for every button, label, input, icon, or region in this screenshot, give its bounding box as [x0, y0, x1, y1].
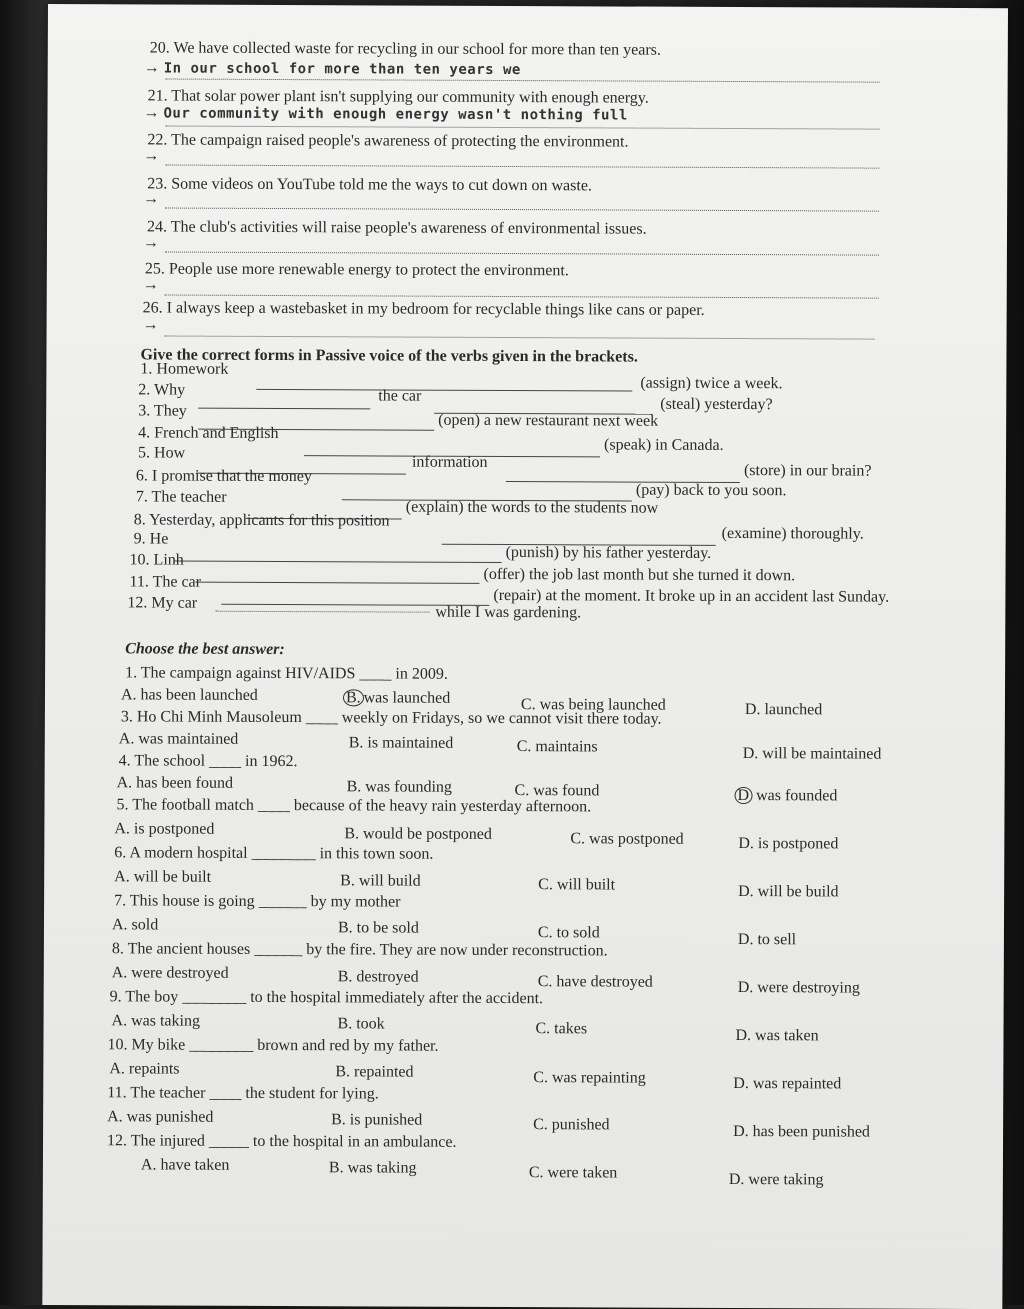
passive-heading: Give the correct forms in Passive voice of the verbs given in the brackets. — [140, 346, 638, 366]
passive-item-5-verb: (store) in our brain? — [743, 462, 872, 480]
mc-option[interactable]: C. have destroyed — [537, 973, 653, 991]
answer-line — [165, 295, 879, 299]
mc-question-7: 7. This house is going ______ by my mother — [114, 892, 401, 911]
mc-option[interactable]: B. to be sold — [337, 919, 419, 937]
passive-item-3: 3. They — [138, 402, 187, 420]
mc-option[interactable]: A. was taking — [111, 1012, 201, 1030]
mc-question-10: 10. My bike ________ brown and red by my father. — [107, 1036, 439, 1055]
mc-option[interactable]: A. has been found — [116, 774, 234, 792]
passive-item-10: 10. Linh — [129, 551, 184, 569]
answer-line — [165, 336, 875, 340]
mc-option[interactable]: C. maintains — [516, 738, 598, 756]
answer-blank[interactable] — [198, 394, 370, 410]
mc-question-1: 1. The campaign against HIV/AIDS ____ in 2009. — [125, 664, 448, 683]
mc-option[interactable]: D. will be build — [738, 883, 839, 901]
mc-option[interactable]: C. will built — [538, 876, 616, 894]
mc-question-6: 6. A modern hospital ________ in this town soon. — [114, 844, 434, 863]
passive-item-9: 9. He — [133, 530, 169, 548]
rewrite-item-23: 23. Some videos on YouTube told me the ways to cut down on waste. — [147, 175, 592, 195]
answer-line — [166, 79, 880, 83]
passive-item-8-verb: (examine) thoroughly. — [721, 524, 864, 543]
mc-option[interactable]: D. was taken — [735, 1027, 819, 1045]
rewrite-answer-24 — [143, 234, 159, 252]
passive-item-12-verb: while I was gardening. — [435, 603, 582, 622]
mc-option[interactable]: D. launched — [744, 701, 823, 719]
mc-option[interactable]: A. has been launched — [120, 686, 258, 704]
mc-option[interactable]: D. will be maintained — [742, 745, 882, 763]
mc-option[interactable]: B. was taking — [328, 1159, 417, 1177]
passive-item-10-verb: (offer) the job last month but she turned it down. — [483, 565, 796, 585]
mc-option[interactable]: B. destroyed — [337, 968, 419, 986]
arrow-icon: → — [143, 59, 160, 77]
passive-item-8: 8. Yesterday, applicants for this position — [133, 511, 390, 530]
answer-blank[interactable] — [215, 611, 429, 613]
mc-option-selected[interactable] — [343, 689, 450, 707]
passive-item-7-verb: (explain) the words to the students now — [405, 498, 659, 517]
rewrite-answer-20: → In our school for more than ten years we — [143, 59, 521, 79]
passive-item-11: 11. The car — [129, 573, 202, 591]
passive-item-11-verb: (repair) at the moment. It broke up in an accident last Sunday. — [493, 586, 890, 606]
rewrite-item-24: 24. The club's activities will raise people's awareness of environmental issues. — [146, 218, 647, 238]
mc-option[interactable]: B. is punished — [331, 1111, 423, 1129]
passive-item-2: 2. Why — [138, 381, 186, 399]
mc-option[interactable]: C. was postponed — [570, 830, 684, 848]
mc-option[interactable]: A. is postponed — [114, 820, 215, 838]
passive-item-5-mid: information — [411, 453, 488, 471]
rewrite-answer-23 — [143, 190, 159, 208]
arrow-icon: → — [143, 147, 160, 165]
answer-blank[interactable] — [256, 375, 632, 392]
mc-option[interactable]: A. was punished — [107, 1108, 214, 1126]
passive-item-1-verb: (assign) twice a week. — [640, 374, 783, 393]
mc-option[interactable]: D. has been punished — [733, 1123, 870, 1141]
answer-circle: D — [735, 787, 753, 804]
mc-option[interactable]: A. was maintained — [118, 730, 239, 748]
answer-blank[interactable] — [506, 467, 740, 483]
passive-item-5: 5. How — [138, 444, 186, 462]
mc-option[interactable]: B. was founding — [346, 778, 452, 796]
rewrite-answer-22 — [143, 147, 159, 165]
rewrite-answer-25 — [143, 276, 159, 294]
rewrite-item-25: 25. People use more renewable energy to protect the environment. — [144, 260, 569, 280]
option-text: was launched — [363, 689, 451, 707]
mc-option[interactable]: B. repainted — [335, 1063, 414, 1081]
passive-item-1: 1. Homework — [140, 360, 229, 378]
mc-question-5: 5. The football match ____ because of the heavy rain yesterday afternoon. — [116, 796, 592, 816]
mc-option-selected[interactable] — [735, 787, 838, 805]
rewrite-item-20: 20. We have collected waste for recycling in our school for more than ten years. — [149, 39, 661, 59]
mc-question-8: 8. The ancient houses ______ by the fire. They are now under reconstruction. — [111, 940, 608, 960]
rewrite-answer-26 — [143, 316, 159, 334]
arrow-icon: → — [143, 190, 160, 208]
passive-item-6: 6. I promise that the money — [135, 467, 312, 486]
answer-blank[interactable] — [174, 547, 502, 563]
mc-option[interactable]: A. will be built — [114, 868, 212, 886]
mc-question-4: 4. The school ____ in 1962. — [118, 752, 298, 771]
answer-line — [165, 126, 879, 130]
mc-option[interactable]: A. sold — [111, 916, 159, 934]
passive-item-4: 4. French and English — [138, 424, 279, 443]
rewrite-item-26: 26. I always keep a wastebasket in my bedroom for recyclable things like cans or paper. — [142, 299, 705, 319]
answer-line — [165, 252, 879, 256]
answer-line — [165, 208, 879, 212]
mc-option[interactable]: C. takes — [535, 1020, 588, 1038]
passive-item-2-mid: the car — [378, 387, 422, 405]
mc-option[interactable]: C. was repainting — [533, 1069, 646, 1087]
answer-blank[interactable] — [195, 568, 479, 584]
mc-question-11: 11. The teacher ____ the student for lying. — [107, 1084, 379, 1103]
mc-option[interactable]: C. to sold — [537, 924, 600, 942]
mc-option[interactable]: B. would be postponed — [344, 825, 492, 843]
mc-option[interactable]: C. was found — [514, 782, 600, 800]
mc-option[interactable]: D. is postponed — [738, 835, 839, 853]
arrow-icon: → — [142, 276, 159, 294]
mc-option[interactable]: A. repaints — [109, 1060, 180, 1078]
arrow-icon: → — [142, 234, 159, 252]
rewrite-item-21: 21. That solar power plant isn't supplying our community with enough energy. — [147, 87, 649, 107]
passive-item-2-verb: (steal) yesterday? — [660, 395, 773, 414]
passive-item-7: 7. The teacher — [135, 488, 227, 506]
mc-option[interactable]: B. is maintained — [348, 734, 454, 752]
passive-item-4-verb: (speak) in Canada. — [604, 436, 724, 454]
passive-item-9-verb: (punish) by his father yesterday. — [505, 544, 712, 562]
mc-question-9: 9. The boy ________ to the hospital immediately after the accident. — [109, 988, 544, 1008]
passive-item-6-verb: (pay) back to you soon. — [635, 481, 787, 500]
passive-item-12: 12. My car — [127, 594, 198, 612]
mc-option[interactable]: A. have taken — [140, 1156, 230, 1174]
mc-option[interactable]: D. was repainted — [733, 1075, 842, 1093]
answer-circle: B. — [343, 689, 364, 706]
arrow-icon: → — [143, 104, 160, 122]
answer-line — [165, 165, 879, 169]
mc-option[interactable]: C. was being launched — [520, 696, 666, 714]
option-text: was founded — [756, 787, 838, 805]
worksheet-paper — [42, 4, 1008, 1309]
mc-option[interactable]: D. were taking — [728, 1170, 824, 1189]
mc-option[interactable]: C. were taken — [528, 1164, 618, 1182]
mc-heading: Choose the best answer: — [125, 640, 285, 659]
arrow-icon: → — [142, 316, 159, 334]
mc-option[interactable]: C. punished — [533, 1116, 610, 1134]
mc-option[interactable]: B. took — [337, 1015, 385, 1033]
mc-option[interactable]: D. to sell — [737, 931, 797, 949]
mc-question-3: 3. Ho Chi Minh Mausoleum ____ weekly on Fridays, so we cannot visit there today. — [120, 708, 662, 728]
rewrite-answer-21: → Our community with enough energy wasn't nothing full — [143, 104, 628, 124]
mc-option[interactable]: D. were destroying — [737, 979, 860, 997]
rewrite-item-22: 22. The campaign raised people's awareness of protecting the environment. — [147, 131, 629, 151]
mc-option[interactable]: B. will build — [340, 872, 421, 890]
mc-option[interactable]: A. were destroyed — [111, 964, 229, 982]
mc-question-12: 12. The injured _____ to the hospital in an ambulance. — [107, 1132, 457, 1151]
passive-item-3-verb: (open) a new restaurant next week — [438, 411, 659, 430]
